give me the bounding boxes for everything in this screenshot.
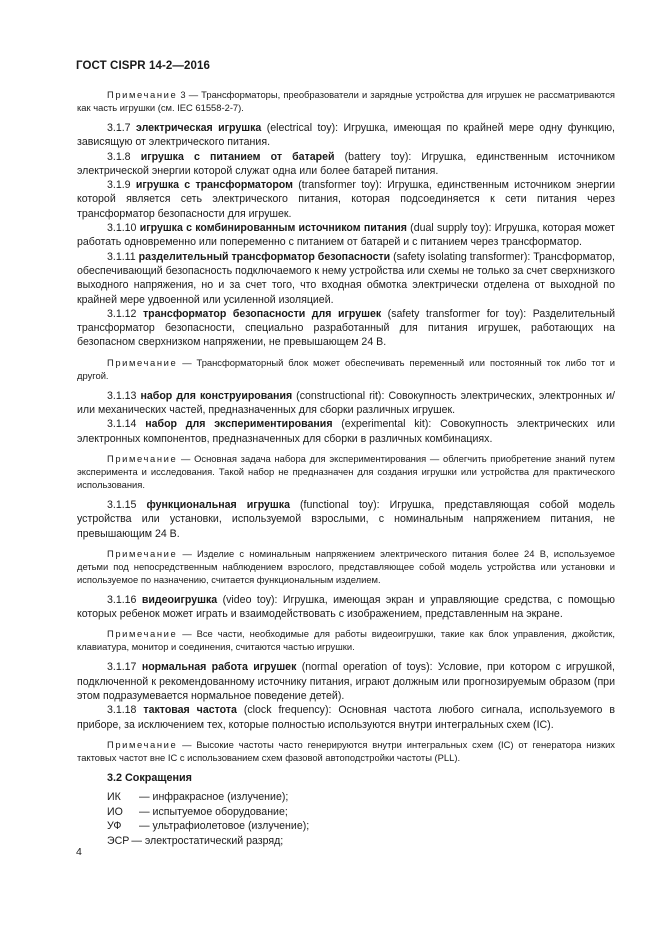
definition-3-1-16 — [77, 593, 615, 622]
note-text: — Трансформаторный блок может обеспечивать переменный или постоянный ток либо тот и другой. — [77, 356, 615, 381]
note-3 — [77, 88, 615, 114]
clause-number: 3.1.11 — [107, 250, 139, 263]
definition-3-1-10 — [77, 221, 615, 250]
note-label: Примечание — [107, 738, 178, 750]
definition-3-1-11 — [77, 250, 615, 307]
definition-text: (dual supply toy): Игрушка, которая может работать одновременно или попеременно с питанием от батарей и с питанием через трансформатор. — [77, 222, 615, 249]
definition-3-1-17 — [77, 660, 615, 703]
definition-3-1-13 — [77, 389, 615, 418]
note-functional-toy — [77, 547, 615, 586]
definition-text: (electrical toy): Игрушка, имеющая по крайней мере одну функцию, зависящую от электрического питания. — [77, 122, 615, 149]
document-header: ГОСТ CISPR 14-2—2016 — [76, 60, 210, 72]
note-text: — Все части, необходимые для работы видеоигрушки, такие как блок управления, джойстик, клавиатура, монитор и соединения, считаются частью игрушки. — [77, 628, 615, 653]
term: видеоигрушка — [141, 593, 218, 606]
abbreviation-key: ИК — [107, 790, 121, 803]
abbreviation-key: ИО — [107, 805, 123, 818]
abbreviation-list — [77, 790, 615, 848]
note-clock-frequency — [77, 738, 615, 764]
note-text: — Основная задача набора для экспериментирования — облегчить приобретение знаний путем эксперимента и исследования. Такой набор не предназначен для создания игрушки или устройства для практического использования. — [77, 452, 615, 490]
term: тактовая частота — [143, 704, 237, 717]
term: разделительный трансформатор безопасности — [138, 250, 391, 263]
note-label: Примечание — [107, 452, 178, 464]
term: нормальная работа игрушек — [141, 661, 297, 674]
definition-text: (constructional rit): Совокупность электрических, электронных и/или механических частей, предназначенных для сборки различных игрушек. — [77, 389, 615, 417]
abbreviation-text: — инфракрасное (излучение); — [139, 790, 289, 803]
term: функциональная игрушка — [146, 498, 290, 511]
term: игрушка с питанием от батарей — [140, 150, 335, 163]
definition-3-1-8 — [77, 150, 615, 179]
section-heading-abbreviations: 3.2 Сокращения — [107, 771, 192, 784]
definition-text: (normal operation of toys): Условие, при котором с игрушкой, подключенной к рекомендованному источнику питания, играют должным или прогнозируемым образом (при этом подразумевается нормальное поведение детей). — [77, 661, 615, 703]
note-text: 3 — Трансформаторы, преобразователи и зарядные устройства для игрушек не рассматриваются как часть игрушки (см. IEC 61558-2-7). — [77, 89, 615, 113]
clause-number: 3.1.14 — [107, 418, 146, 431]
definition-text: (battery toy): Игрушка, единственным источником электрической энергии которой служат одна или более батарей питания. — [77, 150, 615, 177]
clause-number: 3.1.18 — [107, 704, 144, 717]
page-number: 4 — [76, 846, 82, 858]
note-experimental-kit — [77, 452, 615, 491]
definition-text: (clock frequency): Основная частота любого сигнала, используемого в приборе, за исключением тех, которые полностью используются внутри интегральных схем (IC). — [77, 704, 615, 731]
clause-number: 3.1.16 — [107, 593, 142, 606]
clause-number: 3.1.8 — [107, 150, 141, 163]
clause-number: 3.1.12 — [107, 307, 143, 320]
clause-number: 3.1.7 — [107, 122, 136, 134]
definition-3-1-12 — [77, 307, 615, 350]
definition-3-1-9 — [77, 178, 615, 221]
abbreviation-item — [107, 805, 615, 820]
definition-text: (safety transformer for toy): Разделительный трансформатор безопасности, специально разработанный для питания игрушек, работающих на безопасном сверхнизком напряжении, не превышающем 24 В. — [77, 307, 616, 349]
note-text: — Изделие с номинальным напряжением электрического питания более 24 В, используемое детьми под непосредственным наблюдением взрослого, представляющее собой модель устройства или установки и используемое по назначению, считается функциональным изделием. — [77, 547, 615, 585]
clause-number: 3.1.10 — [107, 222, 140, 235]
clause-number: 3.1.13 — [107, 389, 141, 402]
abbreviation-item — [107, 834, 615, 849]
definition-3-1-14 — [77, 417, 615, 446]
term: игрушка с комбинированным источником питания — [139, 222, 407, 235]
abbreviation-text: — электростатический разряд; — [131, 834, 284, 847]
definition-text: (experimental kit): Совокупность электрических или электронных компонентов, предназначенных для сборки в различных комбинациях. — [77, 418, 615, 445]
abbreviation-key: ЭСР — [107, 834, 130, 847]
note-label: Примечание — [107, 628, 178, 640]
clause-number: 3.1.17 — [107, 661, 142, 674]
note-video-toy — [77, 627, 615, 653]
definition-text: (safety isolating transformer): Трансформатор, обеспечивающий безопасность подключаемого к нему устройства или схемы не только за счет сверхнизкого выходного напряжения, но и за счет того, что входная обмотка электрически отделена от выходной по крайней мере удвоенной или усиленной изоляцией. — [77, 250, 615, 306]
note-transformer-block — [77, 356, 615, 382]
abbreviation-text: — испытуемое оборудование; — [139, 805, 288, 818]
definition-text: (transformer toy): Игрушка, единственным источником энергии которой является сеть электрического питания, которая подсоединяется к сети питания через трансформатор безопасности для игрушек. — [77, 179, 615, 220]
definition-3-1-15 — [77, 498, 615, 541]
definition-text: (functional toy): Игрушка, представляющая собой модель устройства или установки, используемой взрослыми, с номинальным напряжением питания, не превышающим 24 В. — [77, 498, 616, 540]
definition-text: (video toy): Игрушка, имеющая экран и управляющие средства, с помощью которых ребенок может играть и взаимодействовать с изображением, представленным на экране. — [77, 593, 615, 621]
clause-number: 3.1.15 — [107, 498, 147, 511]
document-body — [77, 88, 615, 848]
term: трансформатор безопасности для игрушек — [142, 307, 382, 320]
note-label: Примечание — [107, 547, 178, 559]
clause-number: 3.1.9 — [107, 179, 136, 192]
note-text: — Высокие частоты часто генерируются внутри интегральных схем (IC) от генератора низких тактовых частот вне IC с использованием схем фазовой автоподстройки частоты (PLL). — [77, 738, 615, 763]
abbreviation-item — [107, 790, 615, 805]
abbreviation-key: УФ — [107, 820, 122, 833]
term: электрическая игрушка — [135, 122, 262, 134]
note-label: Примечание — [107, 89, 178, 100]
term: набор для экспериментирования — [145, 418, 333, 431]
abbreviation-item — [107, 819, 615, 834]
note-label: Примечание — [107, 356, 178, 368]
abbreviation-text: — ультрафиолетовое (излучение); — [139, 820, 310, 833]
term: набор для конструирования — [140, 389, 293, 402]
definition-3-1-18 — [77, 703, 615, 732]
definition-3-1-7 — [77, 121, 615, 150]
term: игрушка с трансформатором — [135, 179, 293, 192]
